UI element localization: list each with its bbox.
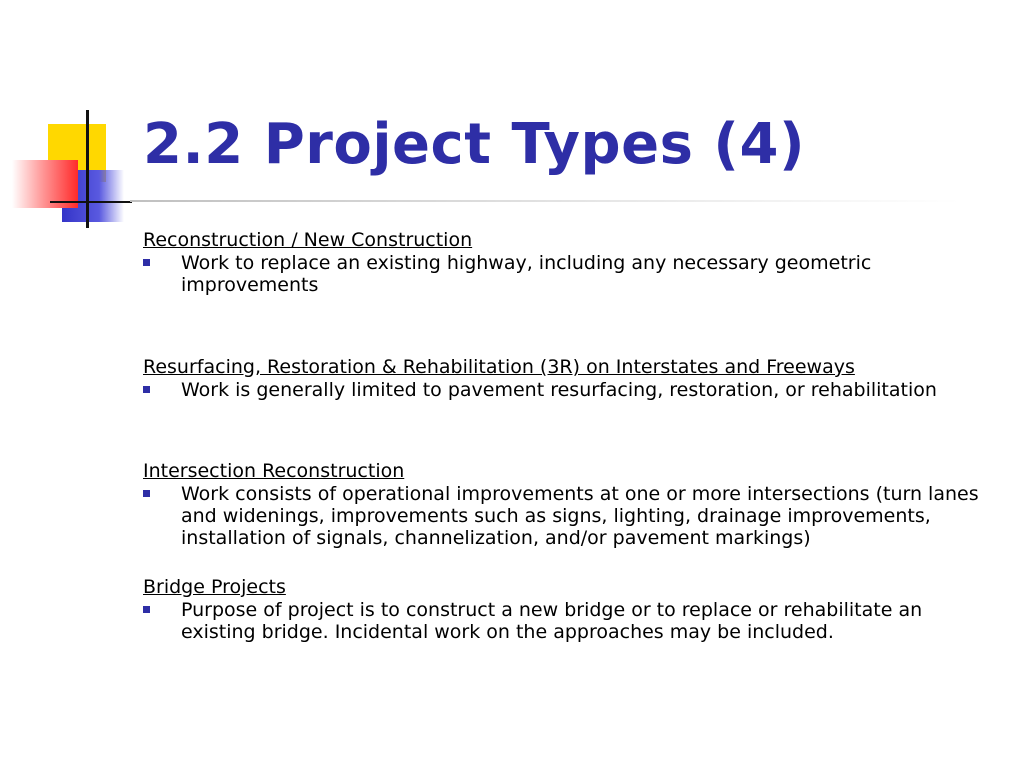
bullet-list xyxy=(143,483,983,549)
slide-title: 2.2 Project Types (4) xyxy=(143,112,806,177)
logo-vertical-line xyxy=(86,110,89,228)
list-item-text: Work consists of operational improvements at one or more intersections (turn lanes and widenings, improvements such as signs, lighting, drainage improvements, installation of signals, channelization, and/or pavement markings) xyxy=(181,483,979,549)
list-item xyxy=(143,599,983,643)
section-heading: Resurfacing, Restoration & Rehabilitation (3R) on Interstates and Freeways xyxy=(143,356,855,378)
logo-horizontal-line xyxy=(50,201,132,203)
bullet-list xyxy=(143,599,983,643)
bullet-list xyxy=(143,379,983,401)
list-item xyxy=(143,252,983,296)
bullet-list xyxy=(143,252,983,296)
list-item-text: Work to replace an existing highway, including any necessary geometric improvements xyxy=(181,252,872,296)
square-bullet-icon xyxy=(143,386,150,393)
section-heading: Bridge Projects xyxy=(143,576,286,598)
square-bullet-icon xyxy=(143,259,150,266)
slide-content xyxy=(143,228,983,643)
decorative-logo xyxy=(0,0,140,240)
section-intersection xyxy=(143,459,983,549)
list-item-text: Purpose of project is to construct a new bridge or to replace or rehabilitate an existing bridge. Incidental work on the approaches may be included. xyxy=(181,599,923,643)
section-heading: Reconstruction / New Construction xyxy=(143,229,473,251)
section-heading: Intersection Reconstruction xyxy=(143,460,405,482)
section-3r xyxy=(143,355,983,401)
section-bridge xyxy=(143,575,983,643)
square-bullet-icon xyxy=(143,606,150,613)
list-item-text: Work is generally limited to pavement resurfacing, restoration, or rehabilitation xyxy=(181,379,937,401)
list-item xyxy=(143,483,983,549)
list-item xyxy=(143,379,983,401)
title-underline-rule xyxy=(130,200,960,202)
section-reconstruction xyxy=(143,228,983,296)
square-bullet-icon xyxy=(143,490,150,497)
